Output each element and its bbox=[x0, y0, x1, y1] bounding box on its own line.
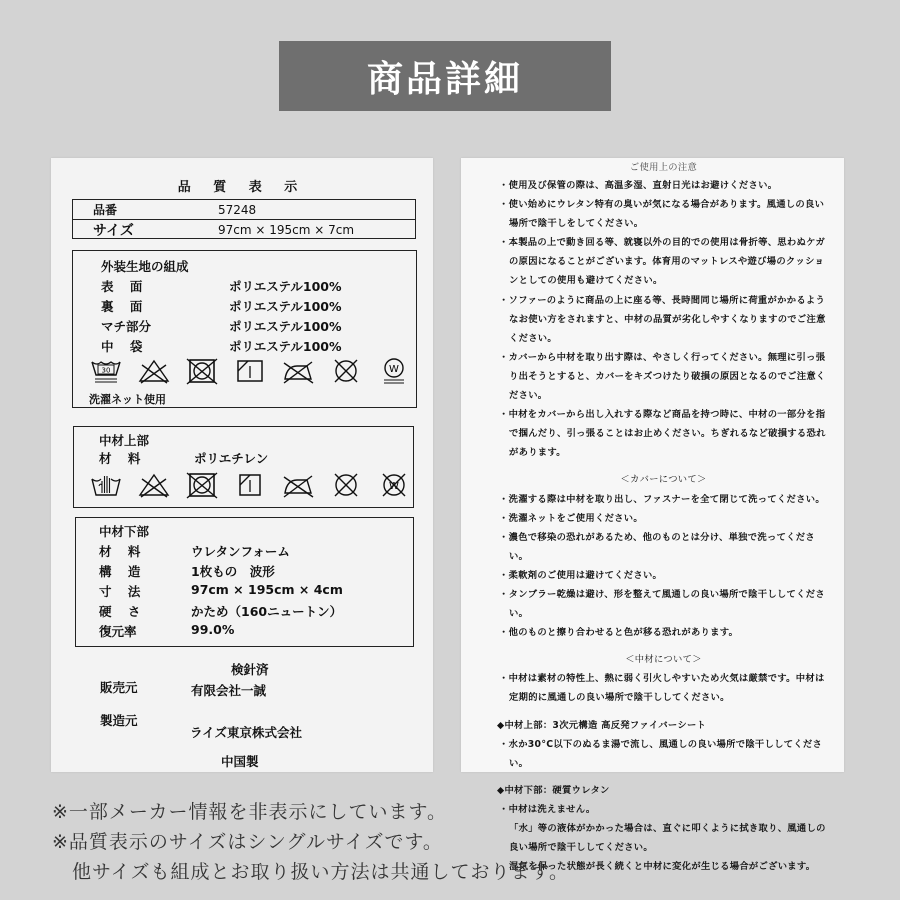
row-key: 構 造 bbox=[99, 564, 147, 579]
section-heading: 中材上部 bbox=[99, 433, 150, 448]
care-icons-row bbox=[89, 471, 411, 499]
row-key: マチ部分 bbox=[101, 319, 152, 334]
origin-label: 中国製 bbox=[221, 754, 259, 769]
usage-heading: ご使用上の注意 bbox=[629, 162, 698, 173]
quality-label-panel bbox=[51, 158, 433, 772]
row-value: 99.0% bbox=[191, 622, 235, 637]
banner-title: 商品詳細 bbox=[366, 58, 523, 100]
note-item: 湿気を保った状態が長く続くと中材に変化が生じる場合がございます。 bbox=[509, 861, 816, 873]
note-item: ・カバーから中材を取り出す際は、やさしく行ってください。無理に引っ張り出そうとすると、カバーをキズつけたり破損の原因となるのでご注意ください。 bbox=[499, 351, 826, 402]
row-value: ポリエステル100% bbox=[229, 339, 342, 354]
row-key: 材 料 bbox=[99, 451, 147, 466]
note-item: ・柔軟剤のご使用は避けてください。 bbox=[499, 569, 663, 581]
composition-row bbox=[101, 277, 342, 295]
seller-name: 有限会社一誠 bbox=[191, 683, 267, 698]
no-bleach-icon bbox=[137, 357, 171, 385]
no-tumble-dry-icon bbox=[185, 357, 219, 385]
row-value: ポリエステル100% bbox=[229, 319, 342, 334]
note-item: ・洗濯ネットをご使用ください。 bbox=[499, 512, 643, 524]
lower-core-heading: ◆中材下部：硬質ウレタン bbox=[497, 784, 610, 796]
row-key: 材 料 bbox=[99, 544, 147, 559]
upper-core-section bbox=[73, 426, 414, 508]
no-tumble-dry-icon bbox=[185, 471, 219, 499]
table-row bbox=[73, 200, 415, 220]
row-value: 57248 bbox=[218, 202, 257, 217]
core-heading: ＜中材について＞ bbox=[625, 654, 702, 666]
wet-clean-gentle-icon bbox=[377, 357, 411, 385]
inspection-label: 検針済 bbox=[231, 662, 269, 677]
laundry-net-note: 洗濯ネット使用 bbox=[89, 393, 166, 406]
row-key: 硬 さ bbox=[99, 604, 147, 619]
note-item: ・他のものと擦り合わせると色が移る恐れがあります。 bbox=[499, 627, 739, 639]
composition-row bbox=[101, 317, 342, 335]
no-bleach-icon bbox=[137, 471, 171, 499]
note-item: ・中材は洗えません。 bbox=[499, 803, 596, 815]
quality-label-title: 品 質 表 示 bbox=[177, 180, 307, 195]
line-dry-shade-icon bbox=[233, 357, 267, 385]
spec-row bbox=[99, 582, 343, 600]
row-key: 表 面 bbox=[101, 279, 149, 294]
note-item: ・本製品の上で動き回る等、就寝以外の目的での使用は骨折等、思わぬケガの原因になることがございます。体育用のマットレスや遊び場のクッションとしての使用も避けてください。 bbox=[499, 237, 826, 287]
cover-heading: ＜カバーについて＞ bbox=[620, 474, 707, 486]
note-item: ・使い始めにウレタン特有の臭いが気になる場合があります。風通しの良い場所で陰干しをしてください。 bbox=[499, 199, 825, 230]
seller-label: 販売元 bbox=[100, 680, 138, 695]
footer-note: ※品質表示のサイズはシングルサイズです。 bbox=[52, 831, 443, 853]
table-row bbox=[73, 220, 415, 240]
no-iron-icon bbox=[281, 471, 315, 499]
footer-note: 他サイズも組成とお取り扱い方法は共通しております。 bbox=[72, 861, 569, 883]
care-icons-row bbox=[89, 357, 411, 385]
note-item: ・水か30°C以下のぬるま湯で流し、風通しの良い場所で陰干ししてください。 bbox=[499, 738, 823, 769]
svg-text:W: W bbox=[389, 481, 399, 492]
composition-row bbox=[101, 337, 342, 355]
row-value: 1枚もの 波形 bbox=[191, 564, 275, 579]
outer-fabric-section bbox=[72, 250, 417, 408]
footer-note: ※一部メーカー情報を非表示にしています。 bbox=[52, 801, 448, 823]
svg-text:30: 30 bbox=[101, 366, 111, 375]
row-value: ポリエステル100% bbox=[229, 299, 342, 314]
page-banner bbox=[279, 41, 611, 111]
composition-row bbox=[101, 297, 342, 315]
row-key: 裏 面 bbox=[101, 299, 149, 314]
note-item: ・ソファーのように商品の上に座る等、長時間同じ場所に荷重がかかるようなお使い方をされますと、中材の品質が劣化しやすくなりますのでご注意ください。 bbox=[499, 294, 826, 344]
wash-30-gentle-icon bbox=[89, 357, 123, 385]
note-item: ・中材をカバーから出し入れする際など商品を持つ時に、中材の一部分を指で掴んだり、引っ張ることはお止めください。ちぎれるなど破損する恐れがあります。 bbox=[499, 409, 826, 459]
row-key: 復元率 bbox=[99, 624, 137, 639]
no-dry-clean-icon bbox=[329, 471, 363, 499]
usage-notes bbox=[497, 160, 830, 876]
note-item: ・使用及び保管の際は、高温多湿、直射日光はお避けください。 bbox=[499, 180, 778, 191]
note-item: 「水」等の液体がかかった場合は、直ぐに叩くように拭き取り、風通しの良い場所で陰干ししてください。 bbox=[509, 823, 826, 854]
no-iron-icon bbox=[281, 357, 315, 385]
spec-row bbox=[99, 622, 234, 640]
row-value: 97cm × 195cm × 7cm bbox=[218, 223, 355, 237]
maker-name: ライズ東京株式会社 bbox=[190, 725, 303, 740]
note-item: ・タンブラー乾燥は避け、形を整えて風通しの良い場所で陰干ししてください。 bbox=[499, 588, 825, 620]
product-info-table bbox=[72, 199, 416, 239]
row-value: ウレタンフォーム bbox=[191, 544, 290, 559]
upper-core-heading: ◆中材上部：3次元構造 高反発ファイバーシート bbox=[497, 719, 707, 731]
hand-wash-icon bbox=[89, 471, 123, 499]
spec-row bbox=[99, 562, 275, 580]
spec-row bbox=[99, 602, 342, 620]
section-heading: 中材下部 bbox=[99, 524, 150, 539]
note-item: ・濃色で移染の恐れがあるため、他のものとは分け、単独で洗ってください。 bbox=[499, 531, 815, 562]
row-key: 品番 bbox=[93, 203, 118, 217]
row-key: サイズ bbox=[93, 223, 134, 239]
row-value: かため（160ニュートン） bbox=[191, 604, 343, 619]
no-dry-clean-icon bbox=[329, 357, 363, 385]
section-heading: 外装生地の組成 bbox=[101, 259, 189, 274]
spec-row bbox=[99, 542, 290, 560]
usage-notes-panel bbox=[461, 158, 844, 873]
row-key: 中 袋 bbox=[101, 339, 149, 354]
line-dry-shade-icon bbox=[233, 471, 267, 499]
material-row bbox=[99, 449, 268, 467]
footer-notes bbox=[52, 797, 569, 887]
row-key: 寸 法 bbox=[99, 584, 147, 599]
row-value: ポリエステル100% bbox=[229, 279, 342, 294]
no-wet-clean-icon bbox=[377, 471, 411, 499]
maker-label: 製造元 bbox=[100, 713, 138, 728]
row-value: 97cm × 195cm × 4cm bbox=[191, 582, 343, 597]
lower-core-section bbox=[75, 517, 414, 647]
row-value: ポリエチレン bbox=[194, 451, 269, 466]
svg-text:W: W bbox=[389, 364, 399, 375]
note-item: ・洗濯する際は中材を取り出し、ファスナーを全て閉じて洗ってください。 bbox=[499, 493, 825, 505]
note-item: ・中材は素材の特性上、熱に弱く引火しやすいため火気は厳禁です。中材は定期的に風通しの良い場所で陰干ししてください。 bbox=[499, 673, 825, 704]
